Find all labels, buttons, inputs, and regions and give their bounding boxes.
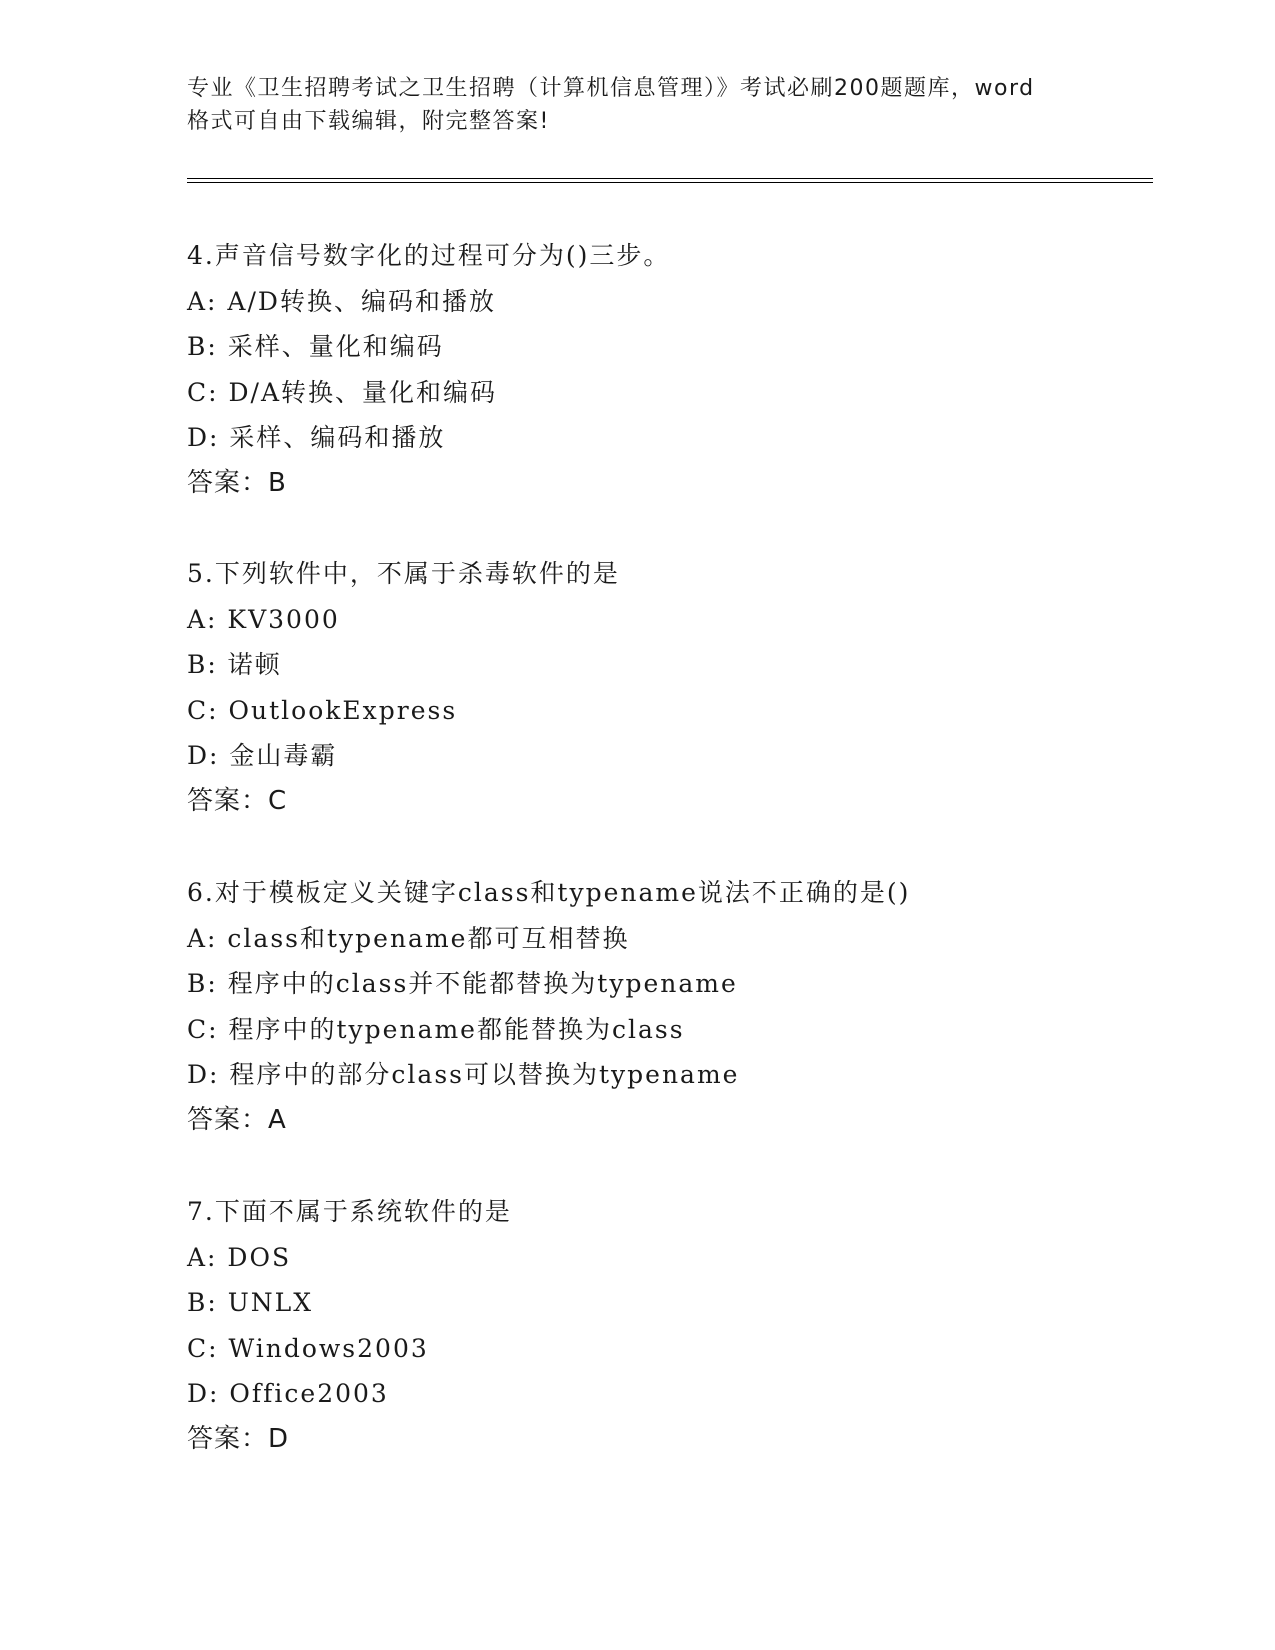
question-text: 5.下列软件中，不属于杀毒软件的是 (187, 559, 620, 588)
document-header (187, 72, 1087, 138)
question-block (187, 551, 1153, 824)
option-b: B: 诺顿 (187, 650, 282, 679)
question-block (187, 233, 1153, 506)
answer-text: 答案：A (187, 1104, 287, 1135)
header-line-1: 专业《卫生招聘考试之卫生招聘（计算机信息管理）》考试必刷200题题库，word (187, 76, 1035, 101)
option-d: D: 采样、编码和播放 (187, 423, 446, 452)
question-text: 4.声音信号数字化的过程可分为()三步。 (187, 241, 671, 270)
answer-text: 答案：C (187, 785, 288, 816)
option-d: D: Office2003 (187, 1379, 389, 1408)
question-block (187, 870, 1153, 1143)
header-line-2: 格式可自由下载编辑，附完整答案! (187, 109, 550, 134)
answer-text: 答案：B (187, 467, 287, 498)
header-divider-top (187, 178, 1153, 179)
option-a: A: KV3000 (187, 604, 340, 634)
option-c: C: D/A转换、量化和编码 (187, 377, 498, 407)
option-a: A: class和typename都可互相替换 (187, 923, 630, 953)
answer-text: 答案：D (187, 1423, 290, 1454)
option-d: D: 程序中的部分class可以替换为typename (187, 1060, 740, 1089)
option-c: C: Windows2003 (187, 1333, 429, 1363)
header-divider-bottom (187, 182, 1153, 183)
option-a: A: A/D转换、编码和播放 (187, 286, 496, 316)
question-text: 7.下面不属于系统软件的是 (187, 1197, 512, 1226)
option-a: A: DOS (187, 1242, 292, 1272)
option-b: B: UNLX (187, 1288, 314, 1317)
option-c: C: 程序中的typename都能替换为class (187, 1014, 685, 1044)
option-b: B: 采样、量化和编码 (187, 332, 444, 361)
option-b: B: 程序中的class并不能都替换为typename (187, 969, 738, 998)
option-d: D: 金山毒霸 (187, 741, 338, 770)
question-text: 6.对于模板定义关键字class和typename说法不正确的是() (187, 878, 911, 907)
option-c: C: OutlookExpress (187, 695, 458, 725)
question-block (187, 1189, 1153, 1462)
